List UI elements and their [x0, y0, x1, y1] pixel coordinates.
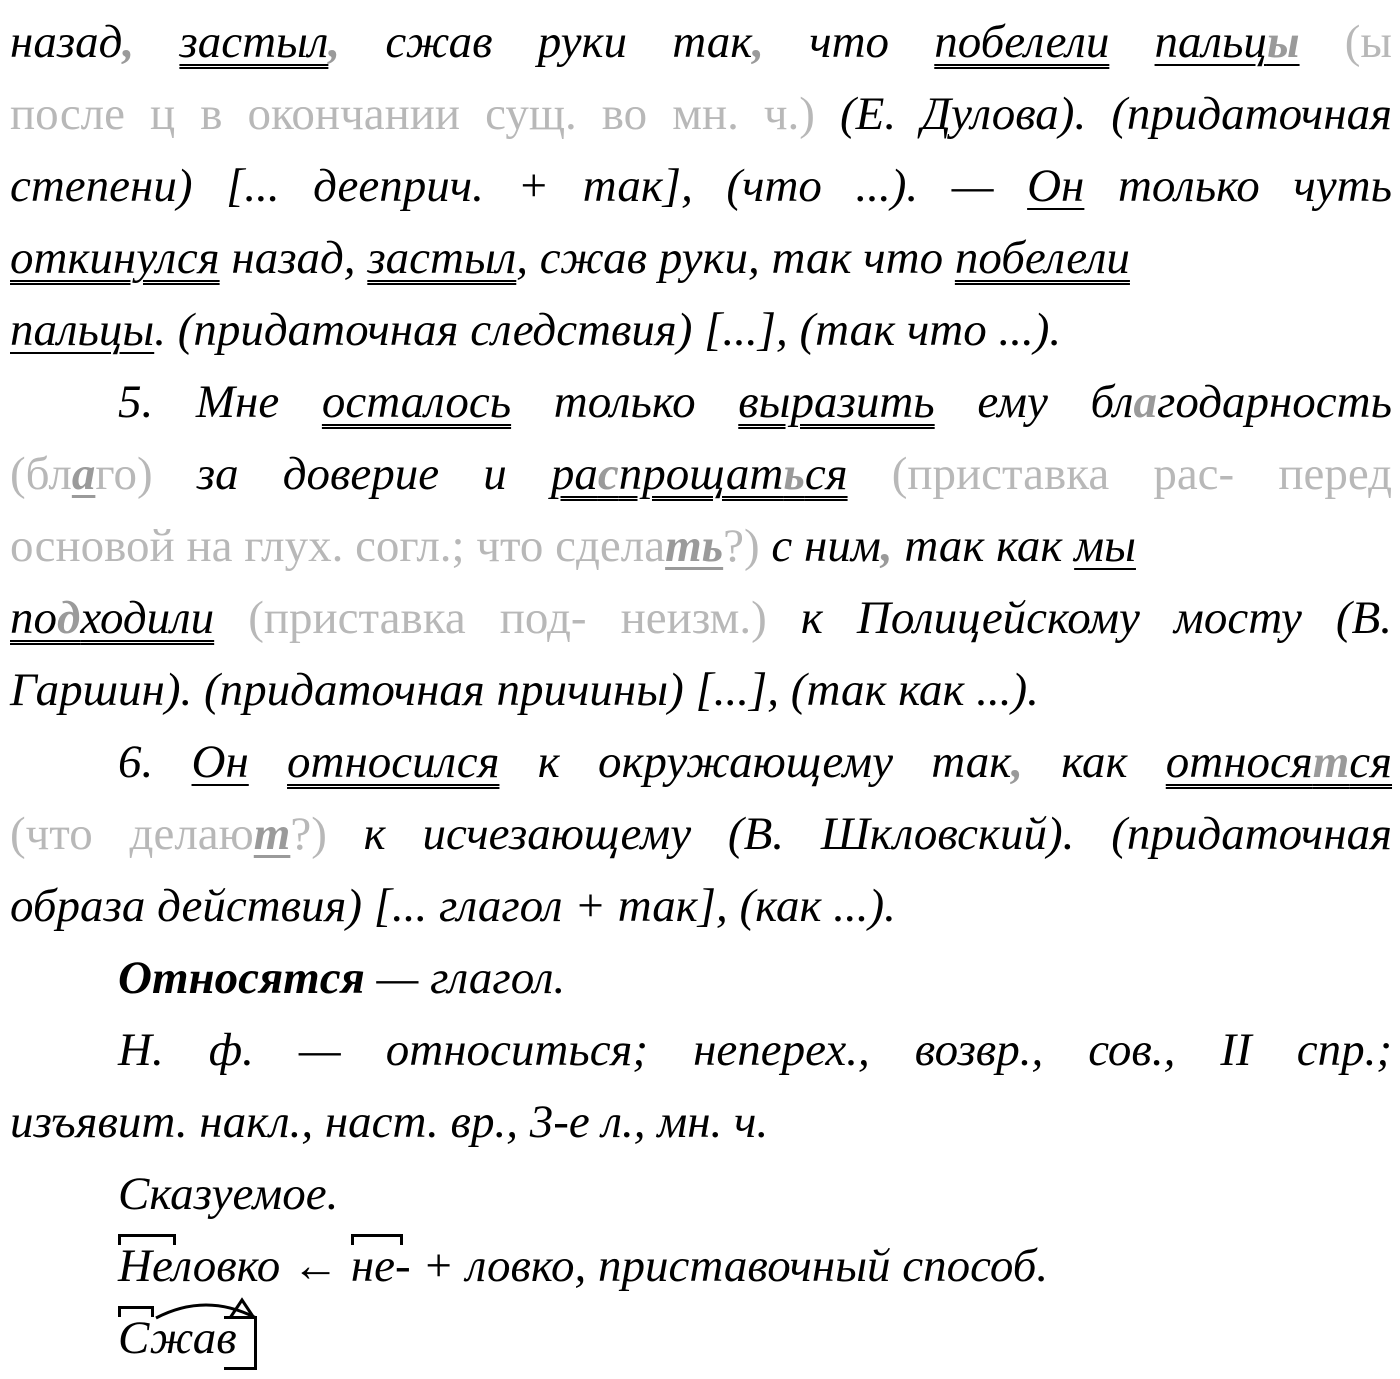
- bold-term: Относятся: [118, 952, 365, 1004]
- highlighted-letter: а: [1133, 376, 1157, 428]
- text-line-5: [10, 294, 1392, 366]
- text-line-13: [10, 870, 1392, 942]
- word-part: ра: [550, 448, 598, 500]
- comma-mark: ,: [752, 16, 764, 68]
- text-line-9: [10, 582, 1392, 654]
- suffix-box-icon: [224, 1316, 257, 1370]
- subject: пальцы: [10, 304, 155, 356]
- predicate: выразить: [738, 376, 935, 428]
- text: назад,: [219, 232, 368, 284]
- subject: Он: [191, 736, 249, 788]
- text: Сказуемое.: [118, 1168, 339, 1220]
- text-line-10: [10, 654, 1392, 726]
- word-part: прощат: [618, 448, 784, 500]
- text: 6.: [118, 736, 192, 788]
- prefix-mark-icon: [118, 1234, 176, 1245]
- text: 5. Мне: [118, 376, 322, 428]
- highlighted-letter: ь: [783, 448, 805, 500]
- highlighted-letter: с: [597, 448, 619, 500]
- predicate: откинулся: [10, 232, 220, 284]
- prefix: С: [118, 1312, 150, 1364]
- word-part: ходили: [80, 592, 215, 644]
- text: Гаршин). (придаточная причины) [...], (так как ...).: [10, 664, 1039, 716]
- grey-note: (что делаю: [10, 808, 254, 860]
- prefix-mark-icon: [118, 1306, 154, 1317]
- text: ему бл: [934, 376, 1134, 428]
- word-part: пальц: [1154, 16, 1267, 68]
- text: — глагол.: [364, 952, 566, 1004]
- word-ne: [351, 1230, 411, 1302]
- space: [1109, 16, 1154, 68]
- text: к исчезающему (В. Шкловский). (придаточная: [326, 808, 1393, 860]
- text-line-17: [10, 1158, 1392, 1230]
- comma-mark: ,: [880, 520, 893, 572]
- predicate: [10, 592, 214, 644]
- text-line-18: [10, 1230, 1392, 1302]
- text-line-4: [10, 222, 1392, 294]
- prefix-mark-icon: [351, 1234, 403, 1245]
- text-line-7: [10, 438, 1392, 510]
- word-part: ся: [1349, 736, 1393, 788]
- highlighted-letter: т: [1312, 736, 1350, 788]
- comma-mark: ,: [328, 16, 341, 68]
- predicate: застыл: [179, 16, 329, 68]
- grey-note: (бл: [10, 448, 72, 500]
- grey-note: ?): [290, 808, 327, 860]
- grey-note: ?): [723, 520, 760, 572]
- prefix: не-: [350, 1240, 411, 1292]
- highlighted-letter: д: [57, 592, 81, 644]
- root: жа: [149, 1312, 217, 1364]
- text: так как: [892, 520, 1075, 572]
- text-line-6: [10, 366, 1392, 438]
- grey-note: го): [95, 448, 153, 500]
- text-line-11: [10, 726, 1392, 798]
- text-line-15: [10, 1014, 1392, 1086]
- grey-note: (ы: [1299, 16, 1393, 68]
- text: . (придаточная следствия) [...], (так что ...).: [154, 304, 1062, 356]
- text-line-14: [10, 942, 1392, 1014]
- highlighted-letter: ть: [665, 520, 724, 572]
- predicate: застыл: [367, 232, 517, 284]
- text: Н. ф. — относиться; неперех., возвр., сов., II спр.;: [118, 1024, 1392, 1076]
- subject: мы: [1074, 520, 1136, 572]
- text-line-3: [10, 150, 1392, 222]
- space: [134, 16, 179, 68]
- arrow-icon: ←: [280, 1240, 351, 1292]
- text: за доверие и: [152, 448, 551, 500]
- prefix: Не: [118, 1240, 172, 1292]
- text: что: [763, 16, 935, 68]
- text: к окружающему так: [499, 736, 1012, 788]
- text: (Е. Дулова). (придаточная: [814, 88, 1392, 140]
- text: как: [1022, 736, 1166, 788]
- suffix: в: [216, 1312, 237, 1364]
- subject: [1155, 16, 1300, 68]
- highlighted-letter: т: [253, 808, 291, 860]
- document-body: [10, 6, 1392, 1374]
- comma-mark: ,: [1011, 736, 1023, 788]
- word-neloyko: [118, 1230, 280, 1302]
- word-part: по: [10, 592, 57, 644]
- text: образа действия) [... глагол + так], (как ...).: [10, 880, 896, 932]
- grey-note: основой на глух. согл.; что сдела: [10, 520, 666, 572]
- highlighted-letter: а: [71, 448, 96, 500]
- subject: Он: [1027, 160, 1085, 212]
- word-part: относя: [1165, 736, 1313, 788]
- text: сжав руки так: [340, 16, 753, 68]
- predicate: [1166, 736, 1392, 788]
- text: годарность: [1157, 376, 1392, 428]
- text-line-12: [10, 798, 1392, 870]
- text: степени) [... дееприч. + так], (что ...). —: [10, 160, 1028, 212]
- text: + ловко, приставочный способ.: [410, 1240, 1049, 1292]
- text: с ним: [759, 520, 881, 572]
- grey-note: после ц в окончании сущ. во мн. ч.): [10, 88, 815, 140]
- space: [249, 736, 287, 788]
- text: только: [511, 376, 739, 428]
- comma-mark: ,: [122, 16, 135, 68]
- text-line-8: [10, 510, 1392, 582]
- predicate: относился: [287, 736, 500, 788]
- highlighted-letter: ы: [1266, 16, 1300, 68]
- grey-note: (приставка рас- перед: [847, 448, 1392, 500]
- text: назад: [10, 16, 123, 68]
- grey-note: (приставка под- неизм.): [214, 592, 767, 644]
- predicate: побелели: [954, 232, 1130, 284]
- text: , сжав руки, так что: [516, 232, 955, 284]
- text-line-16: [10, 1086, 1392, 1158]
- predicate: осталось: [321, 376, 512, 428]
- text: к Полицейскому мосту (В.: [766, 592, 1392, 644]
- word-part: ся: [804, 448, 848, 500]
- predicate: [551, 448, 848, 500]
- predicate: побелели: [934, 16, 1110, 68]
- text-line-1: [10, 6, 1392, 78]
- text-line-19: [10, 1302, 1392, 1374]
- text: только чуть: [1084, 160, 1392, 212]
- text: изъявит. накл., наст. вр., 3-е л., мн. ч.: [10, 1096, 769, 1148]
- text-line-2: [10, 78, 1392, 150]
- word-part: ловко: [171, 1240, 281, 1292]
- word-szhav: [118, 1302, 237, 1374]
